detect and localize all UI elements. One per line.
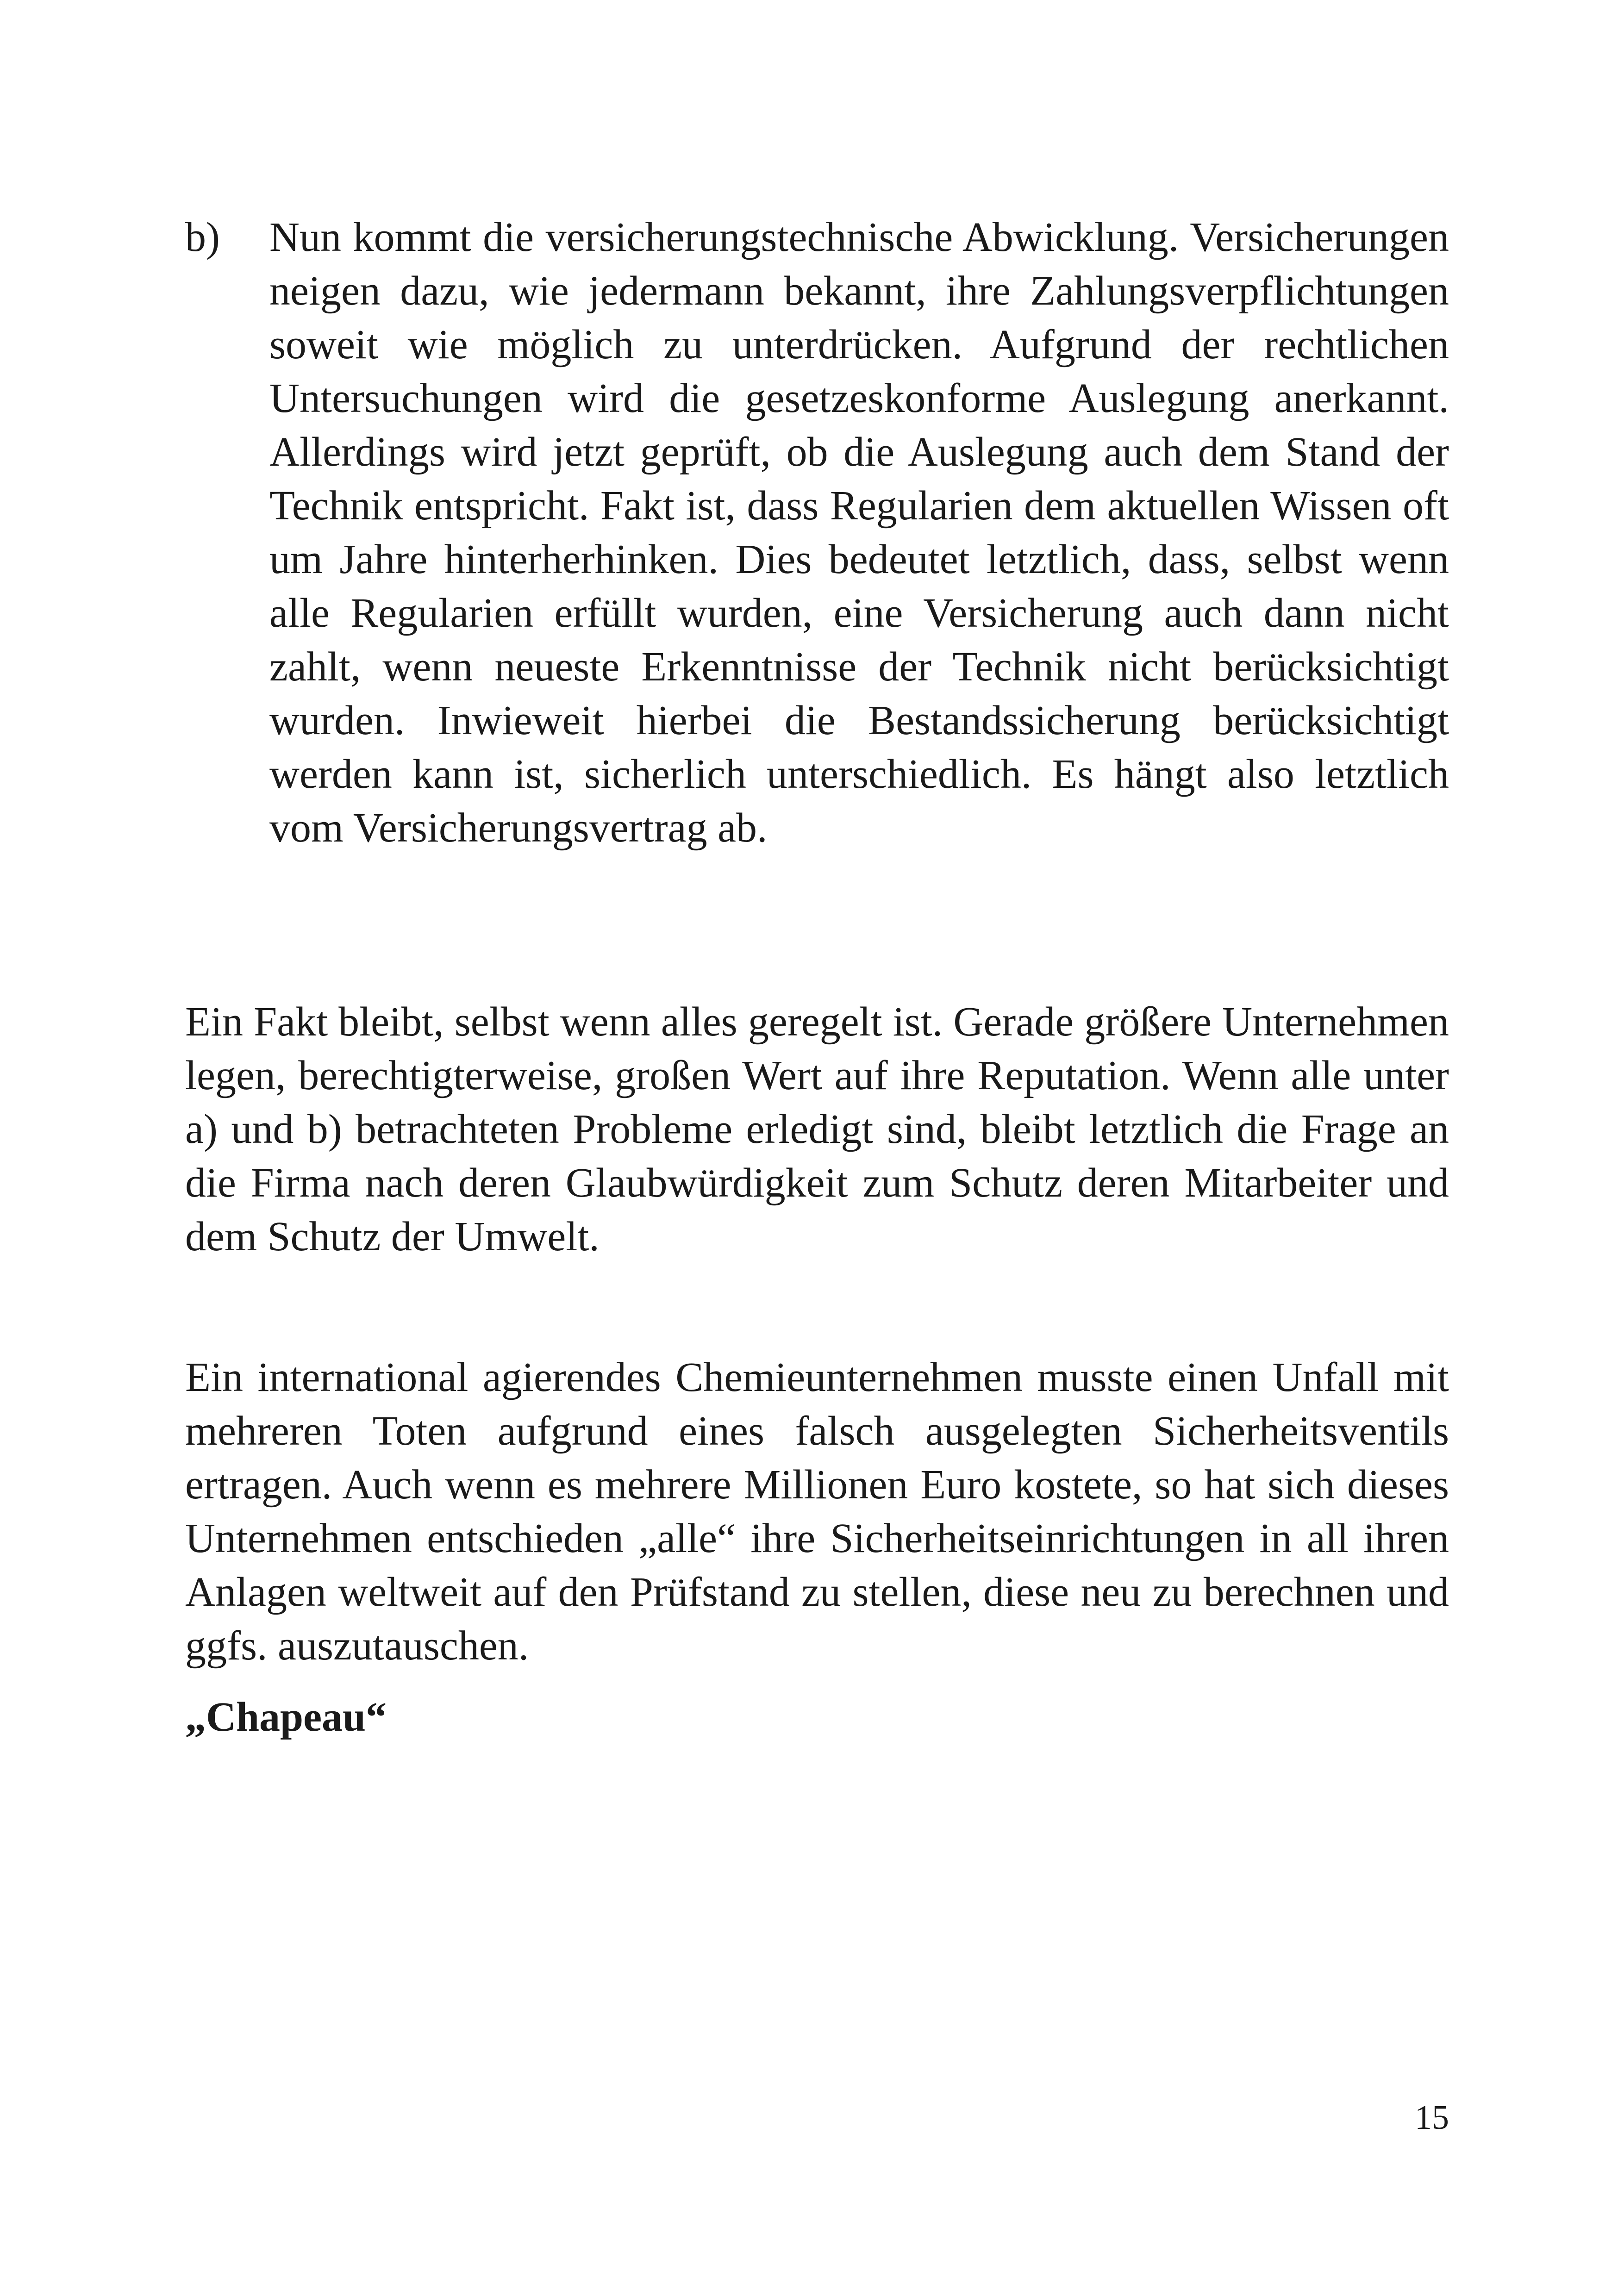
paragraph-reputation: Ein Fakt bleibt, selbst wenn alles geregelt ist. Gerade größere Unternehmen legen, berechtigterweise, großen Wert auf ihre Reputation. Wenn alle unter a) und b) betrachteten Probleme erledigt sind, bleibt letztlich die Frage an die Firma nach deren Glaubwürdigkeit zum Schutz deren Mitarbeiter und dem Schutz der Umwelt. bbox=[185, 999, 1449, 1260]
list-marker: b) bbox=[185, 214, 220, 260]
page-number: 15 bbox=[1415, 2099, 1449, 2137]
list-item-text: Nun kommt die versicherungstechnische Abwicklung. Versicherungen neigen dazu, wie jedermann bekannt, ihre Zahlungsverpflichtungen soweit wie möglich zu unterdrücken. Aufgrund der rechtlichen Untersuchungen wird die gesetzeskonforme Auslegung anerkannt. Allerdings wird jetzt geprüft, ob die Auslegung auch dem Stand der Technik entspricht. Fakt ist, dass Regularien dem aktuellen Wissen oft um Jahre hinterherhinken. Dies bedeutet letztlich, dass, selbst wenn alle Regularien erfüllt wurden, eine Versicherung auch dann nicht zahlt, wenn neueste Erkenntnisse der Technik nicht berücksichtigt wurden. Inwieweit hierbei die Bestandssicherung berücksichtigt werden kann ist, sicherlich unterschiedlich. Es hängt also letztlich vom Versicherungsvertrag ab. bbox=[269, 214, 1449, 851]
paragraph-chemical-company: Ein international agierendes Chemieunternehmen musste einen Unfall mit mehreren Toten aufgrund eines falsch ausgelegten Sicherheitsventils ertragen. Auch wenn es mehrere Millionen Euro kostete, so hat sich dieses Unternehmen entschieden „alle“ ihre Sicherheitseinrichtungen in all ihren Anlagen weltweit auf den Prüfstand zu stellen, diese neu zu berechnen und ggfs. auszutauschen. bbox=[185, 1354, 1449, 1669]
list-item-b bbox=[185, 211, 1449, 855]
closing-remark: „Chapeau“ bbox=[185, 1694, 387, 1740]
